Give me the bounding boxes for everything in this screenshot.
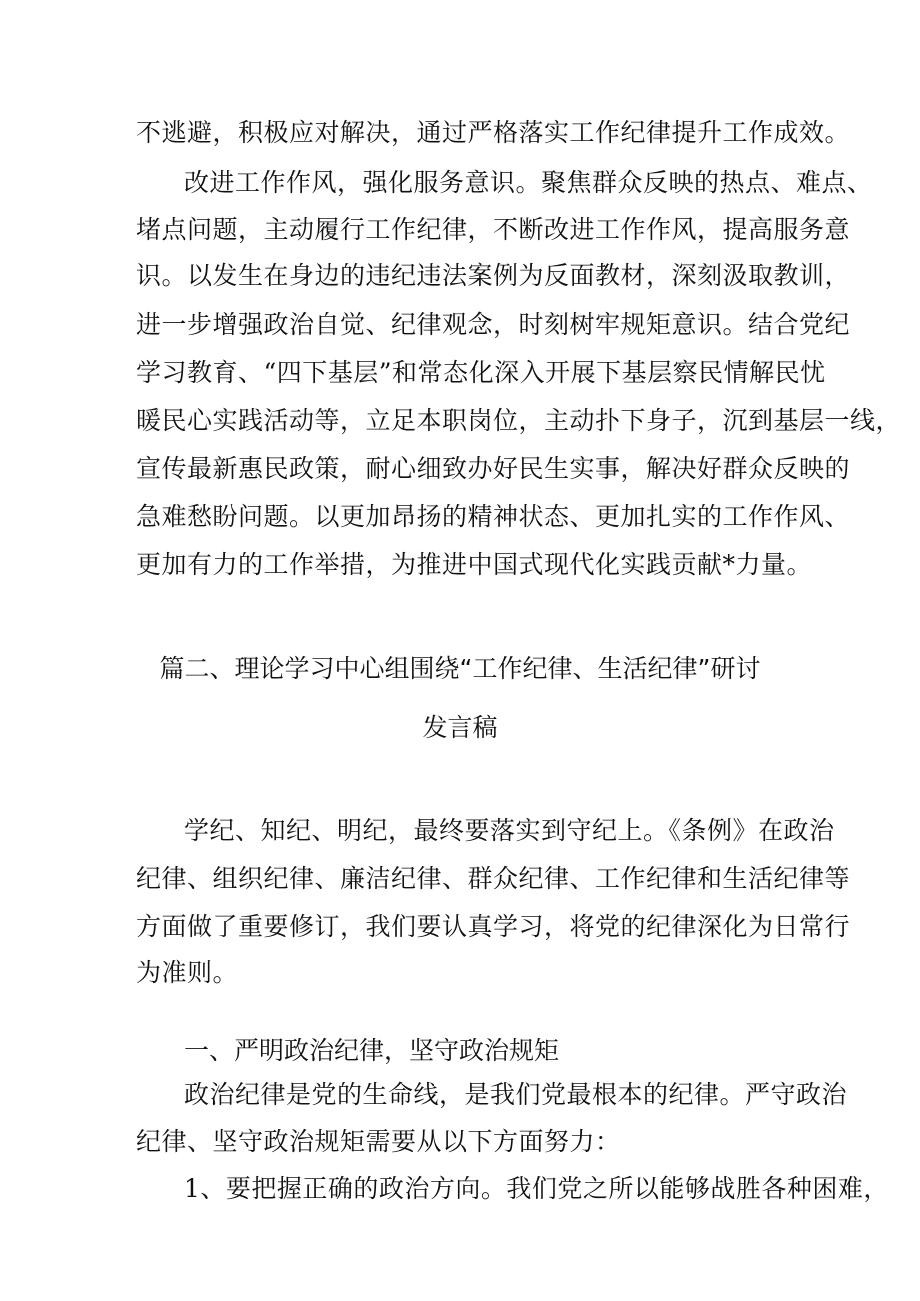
- paragraph1-line: 堵点问题，主动履行工作纪律，不断改进工作作风，提高服务意: [136, 215, 851, 244]
- paragraph1-line: 识。以发生在身边的违纪违法案例为反面教材，深刻汲取教训，: [136, 261, 851, 290]
- paragraph2-line: 为准则。: [136, 958, 239, 987]
- subheading: 一、严明政治纪律，坚守政治规矩: [184, 1036, 560, 1065]
- continuation-line: 不逃避，积极应对解决，通过严格落实工作纪律提升工作成效。: [136, 118, 851, 147]
- paragraph3-line: 纪律、坚守政治规矩需要从以下方面努力：: [136, 1127, 621, 1156]
- paragraph1-line: 暖民心实践活动等，立足本职岗位，主动扑下身子，沉到基层一线，: [136, 406, 902, 435]
- paragraph3-line: 政治纪律是党的生命线，是我们党最根本的纪律。严守政治: [184, 1080, 848, 1109]
- paragraph2-line: 学纪、知纪、明纪，最终要落实到守纪上。《条例》在政治: [184, 816, 835, 845]
- paragraph1-line: 急难愁盼问题。以更加昂扬的精神状态、更加扎实的工作作风、: [136, 502, 851, 531]
- section-title-line2: 发言稿: [422, 713, 498, 742]
- paragraph1-line: 学习教育、“四下基层”和常态化深入开展下基层察民情解民忧: [136, 358, 826, 387]
- section-title-line1: 篇二、理论学习中心组围绕“工作纪律、生活纪律”研讨: [159, 654, 761, 683]
- paragraph2-line: 纪律、组织纪律、廉洁纪律、群众纪律、工作纪律和生活纪律等: [136, 864, 851, 893]
- paragraph1-line: 改进工作作风，强化服务意识。聚焦群众反映的热点、难点、: [184, 168, 873, 197]
- item1-line: 1、要把握正确的政治方向。我们党之所以能够战胜各种困难，: [184, 1174, 889, 1203]
- paragraph1-line: 进一步增强政治自觉、纪律观念，时刻树牢规矩意识。结合党纪: [136, 310, 851, 339]
- paragraph1-line: 更加有力的工作举措，为推进中国式现代化实践贡献*力量。: [136, 550, 813, 579]
- paragraph2-line: 方面做了重要修订，我们要认真学习，将党的纪律深化为日常行: [136, 912, 851, 941]
- paragraph1-line: 宣传最新惠民政策，耐心细致办好民生实事，解决好群众反映的: [136, 454, 851, 483]
